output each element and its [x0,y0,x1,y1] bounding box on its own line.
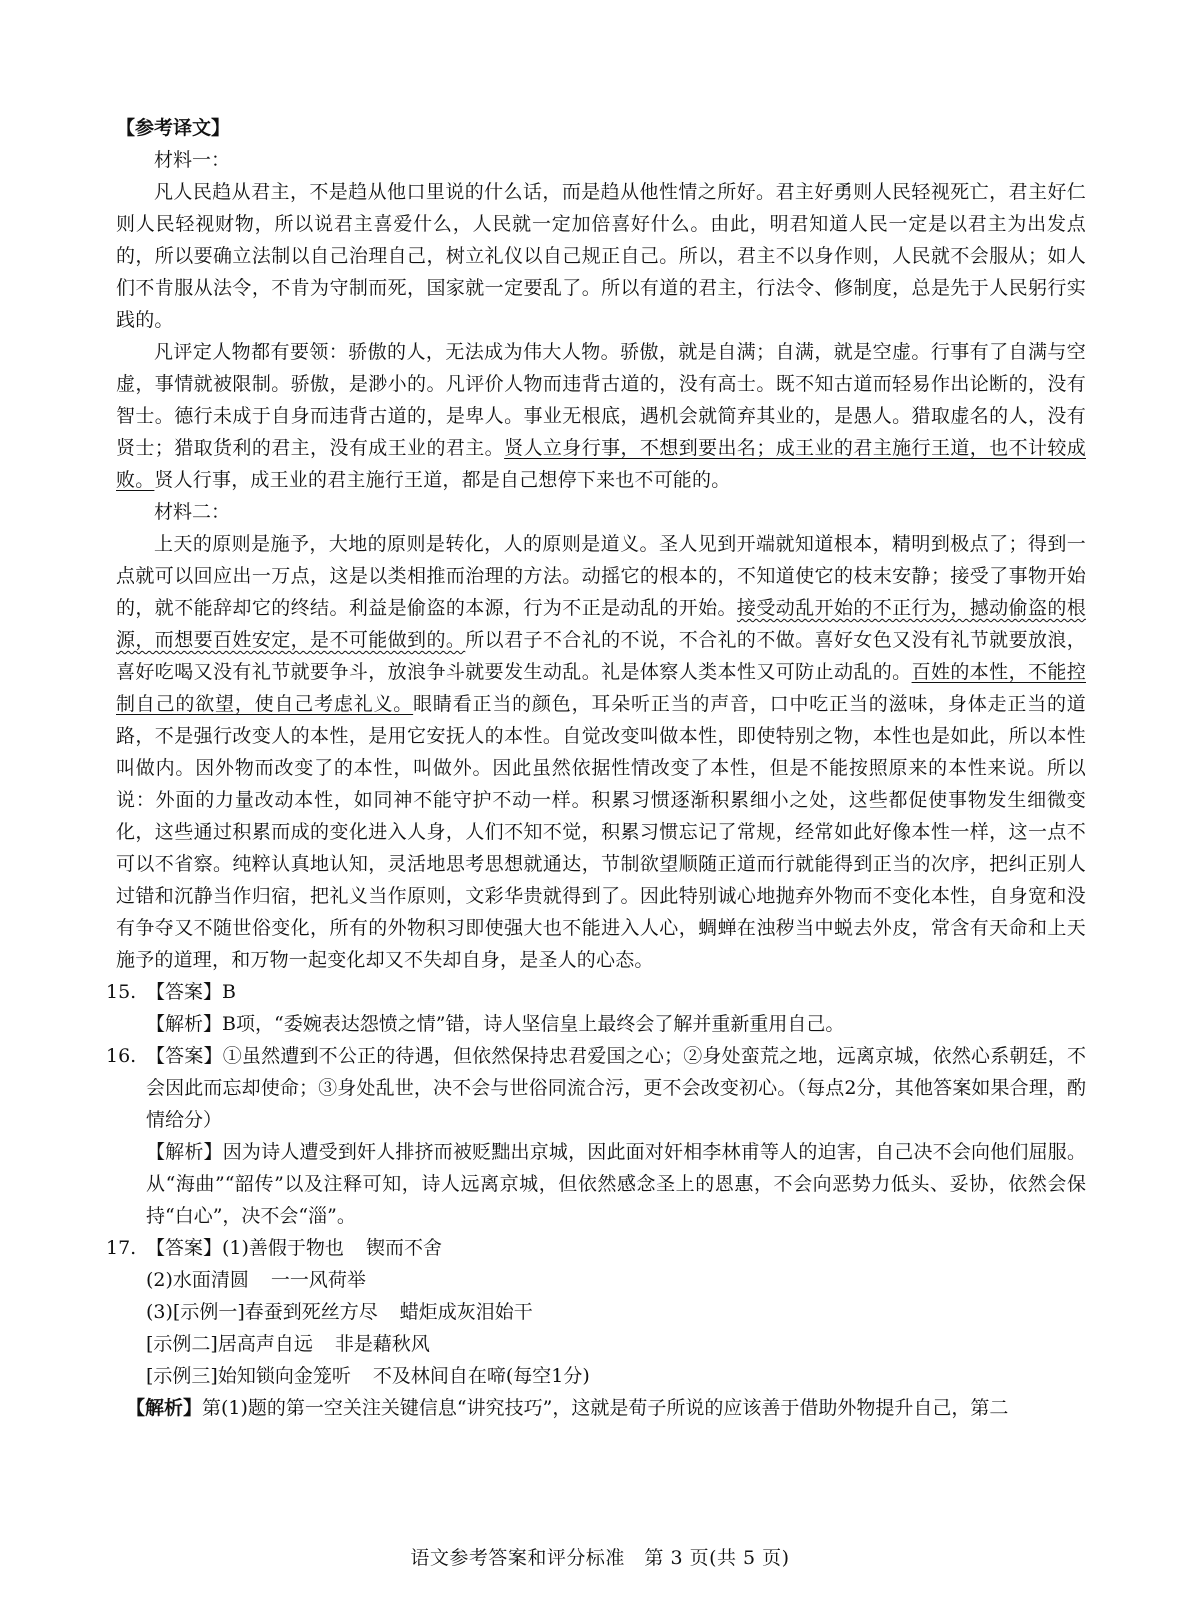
answer-line-2a: (2)水面清圆 [146,1269,249,1291]
analysis-tag: 【解析】 [146,1013,223,1035]
answer-line-2b: 一一风荷举 [270,1269,366,1291]
question-number: 16. [106,1045,137,1067]
material-one-paragraph-2-text: 凡评定人物都有要领：骄傲的人，无法成为伟大人物。骄傲，就是自满；自满，就是空虚。行事有了自满与空虚，事情就被限制。骄傲，是渺小的。凡评价人物而违背古道的，没有高士。既不知古道而轻易作出论断的，没有智士。德行未成于自身而违背古道的，是卑人。事业无根底，遇机会就简弃其业的，是愚人。猎取虚名的人，没有贤士；猎取货利的君主，没有成王业的君主。 [116,341,1086,459]
material-two-text-b: 所以君子不合礼的不说，不合礼的不做。喜好女色又没有礼节就要放浪，喜好吃喝又没有礼节就要争斗，放浪争斗就要发生动乱。礼是体察人类本性又可防止动乱的。 [116,629,1086,683]
answer-text: B [222,981,236,1003]
answer-tag: 【答案】 [146,1237,223,1259]
question-15-analysis [116,1008,1086,1040]
material-two-label: 材料二： [154,501,231,523]
document-page [106,112,1086,1424]
answer-text: ①虽然遭到不公正的待遇，但依然保持忠君爱国之心；②身处蛮荒之地，远离京城，依然心系朝廷，不会因此而忘却使命；③身处乱世，决不会与世俗同流合污，更不会改变初心。（每点2分，其他答案如果合理，酌情给分） [146,1045,1086,1131]
answer-line-5 [116,1360,1086,1392]
answer-line-5b: 不及林间自在啼(每空1分) [372,1365,590,1387]
analysis-text: 第(1)题的第一空关注关键信息“讲究技巧”，这就是荀子所说的应该善于借助外物提升自己，第二 [202,1397,1009,1419]
analysis-text: 因为诗人遭受到奸人排挤而被贬黜出京城，因此面对奸相李林甫等人的迫害，自己决不会向他们屈服。从“海曲”“韶传”以及注释可知，诗人远离京城，但依然感念圣上的恩惠，不会向恶势力低头、妥协，依然会保持“白心”，决不会“淄”。 [146,1141,1086,1227]
analysis-tag: 【解析】 [126,1397,203,1419]
answer-line-2 [116,1264,1086,1296]
question-number: 15. [106,981,137,1003]
wavy-underlined-sentence: 接受动乱开始的不正行为，撼动偷盗的根源，而想要百姓安定，是不可能做到的。 [116,597,1086,651]
answer-line-5a: [示例三]始知锁向金笼听 [146,1365,351,1387]
answer-line-4 [116,1328,1086,1360]
material-two-paragraph [116,528,1086,976]
question-15-answer [106,976,1086,1008]
question-17-answer [106,1232,1086,1264]
answer-tag: 【答案】 [146,981,223,1003]
material-two-text-a: 上天的原则是施予，大地的原则是转化，人的原则是道义。圣人见到开端就知道根本，精明到极点了；得到一点就可以回应出一万点，这是以类相推而治理的方法。动摇它的根本的，不知道使它的枝末安静；接受了事物开始的，就不能辞却它的终结。利益是偷盗的本源，行为不正是动乱的开始。 [116,533,1086,619]
question-16-analysis [116,1136,1086,1232]
answer-line-4b: 非是藉秋风 [334,1333,430,1355]
answer-line-4a: [示例二]居高声自远 [146,1333,313,1355]
answer-tag: 【答案】 [146,1045,223,1067]
analysis-tag: 【解析】 [146,1141,223,1163]
material-one-paragraph-1: 凡人民趋从君主，不是趋从他口里说的什么话，而是趋从他性情之所好。君主好勇则人民轻视死亡，君主好仁则人民轻视财物，所以说君主喜爱什么，人民就一定加倍喜好什么。由此，明君知道人民一定是以君主为出发点的，所以要确立法制以自己治理自己，树立礼仪以自己规正自己。所以，君主不以身作则，人民就不会服从；如人们不肯服从法令，不肯为守制而死，国家就一定要乱了。所以有道的君主，行法令、修制度，总是先于人民躬行实践的。 [116,181,1086,331]
section-title: 【参考译文】 [116,117,231,139]
answer-line-3b: 蜡炬成灰泪始干 [399,1301,533,1323]
answer-line-3 [116,1296,1086,1328]
underlined-sentence: 贤人立身行事，不想到要出名；成王业的君主施行王道，也不计较成败。 [116,437,1086,491]
answer-line-3a: (3)[示例一]春蚕到死丝方尽 [146,1301,378,1323]
question-17-analysis [116,1392,1086,1424]
answer-line-1a: (1)善假于物也 [222,1237,344,1259]
material-one-label: 材料一： [154,149,231,171]
material-two-text-c: 眼睛看正当的颜色，耳朵听正当的声音，口中吃正当的滋味，身体走正当的道路，不是强行改变人的本性，是用它安抚人的本性。自觉改变叫做本性，即使特别之物，本性也是如此，所以本性叫做内。因外物而改变了的本性，叫做外。因此虽然依据性情改变了本性，但是不能按照原来的本性来说。所以说：外面的力量改动本性，如同神不能守护不动一样。积累习惯逐渐积累细小之处，这些都促使事物发生细微变化，这些通过积累而成的变化进入人身，人们不知不觉，积累习惯忘记了常规，经常如此好像本性一样，这一点不可以不省察。纯粹认真地认知，灵活地思考思想就通达，节制欲望顺随正道而行就能得到正当的次序，把纠正别人过错和沉静当作归宿，把礼义当作原则，文彩华贵就得到了。因此特别诚心地抛弃外物而不变化本性，自身宽和没有争夺又不随世俗变化，所有的外物积习即使强大也不能进入人心，蜩蝉在浊秽当中蜕去外皮，常含有天命和上天施予的道理，和万物一起变化却又不失却自身，是圣人的心态。 [116,693,1086,971]
question-16-answer [106,1040,1086,1136]
material-one-paragraph-2-end: 贤人行事，成王业的君主施行王道，都是自己想停下来也不可能的。 [154,469,731,491]
material-one-paragraph-2 [116,336,1086,496]
answer-line-1b: 锲而不舍 [365,1237,442,1259]
question-number: 17. [106,1237,137,1259]
page-footer: 语文参考答案和评分标准 第 3 页(共 5 页) [410,1547,790,1569]
analysis-text: B项，“委婉表达怨愤之情”错，诗人坚信皇上最终会了解并重新重用自己。 [222,1013,845,1035]
underlined-sentence-2: 百姓的本性，不能控制自己的欲望，使自己考虑礼义。 [116,661,1086,715]
